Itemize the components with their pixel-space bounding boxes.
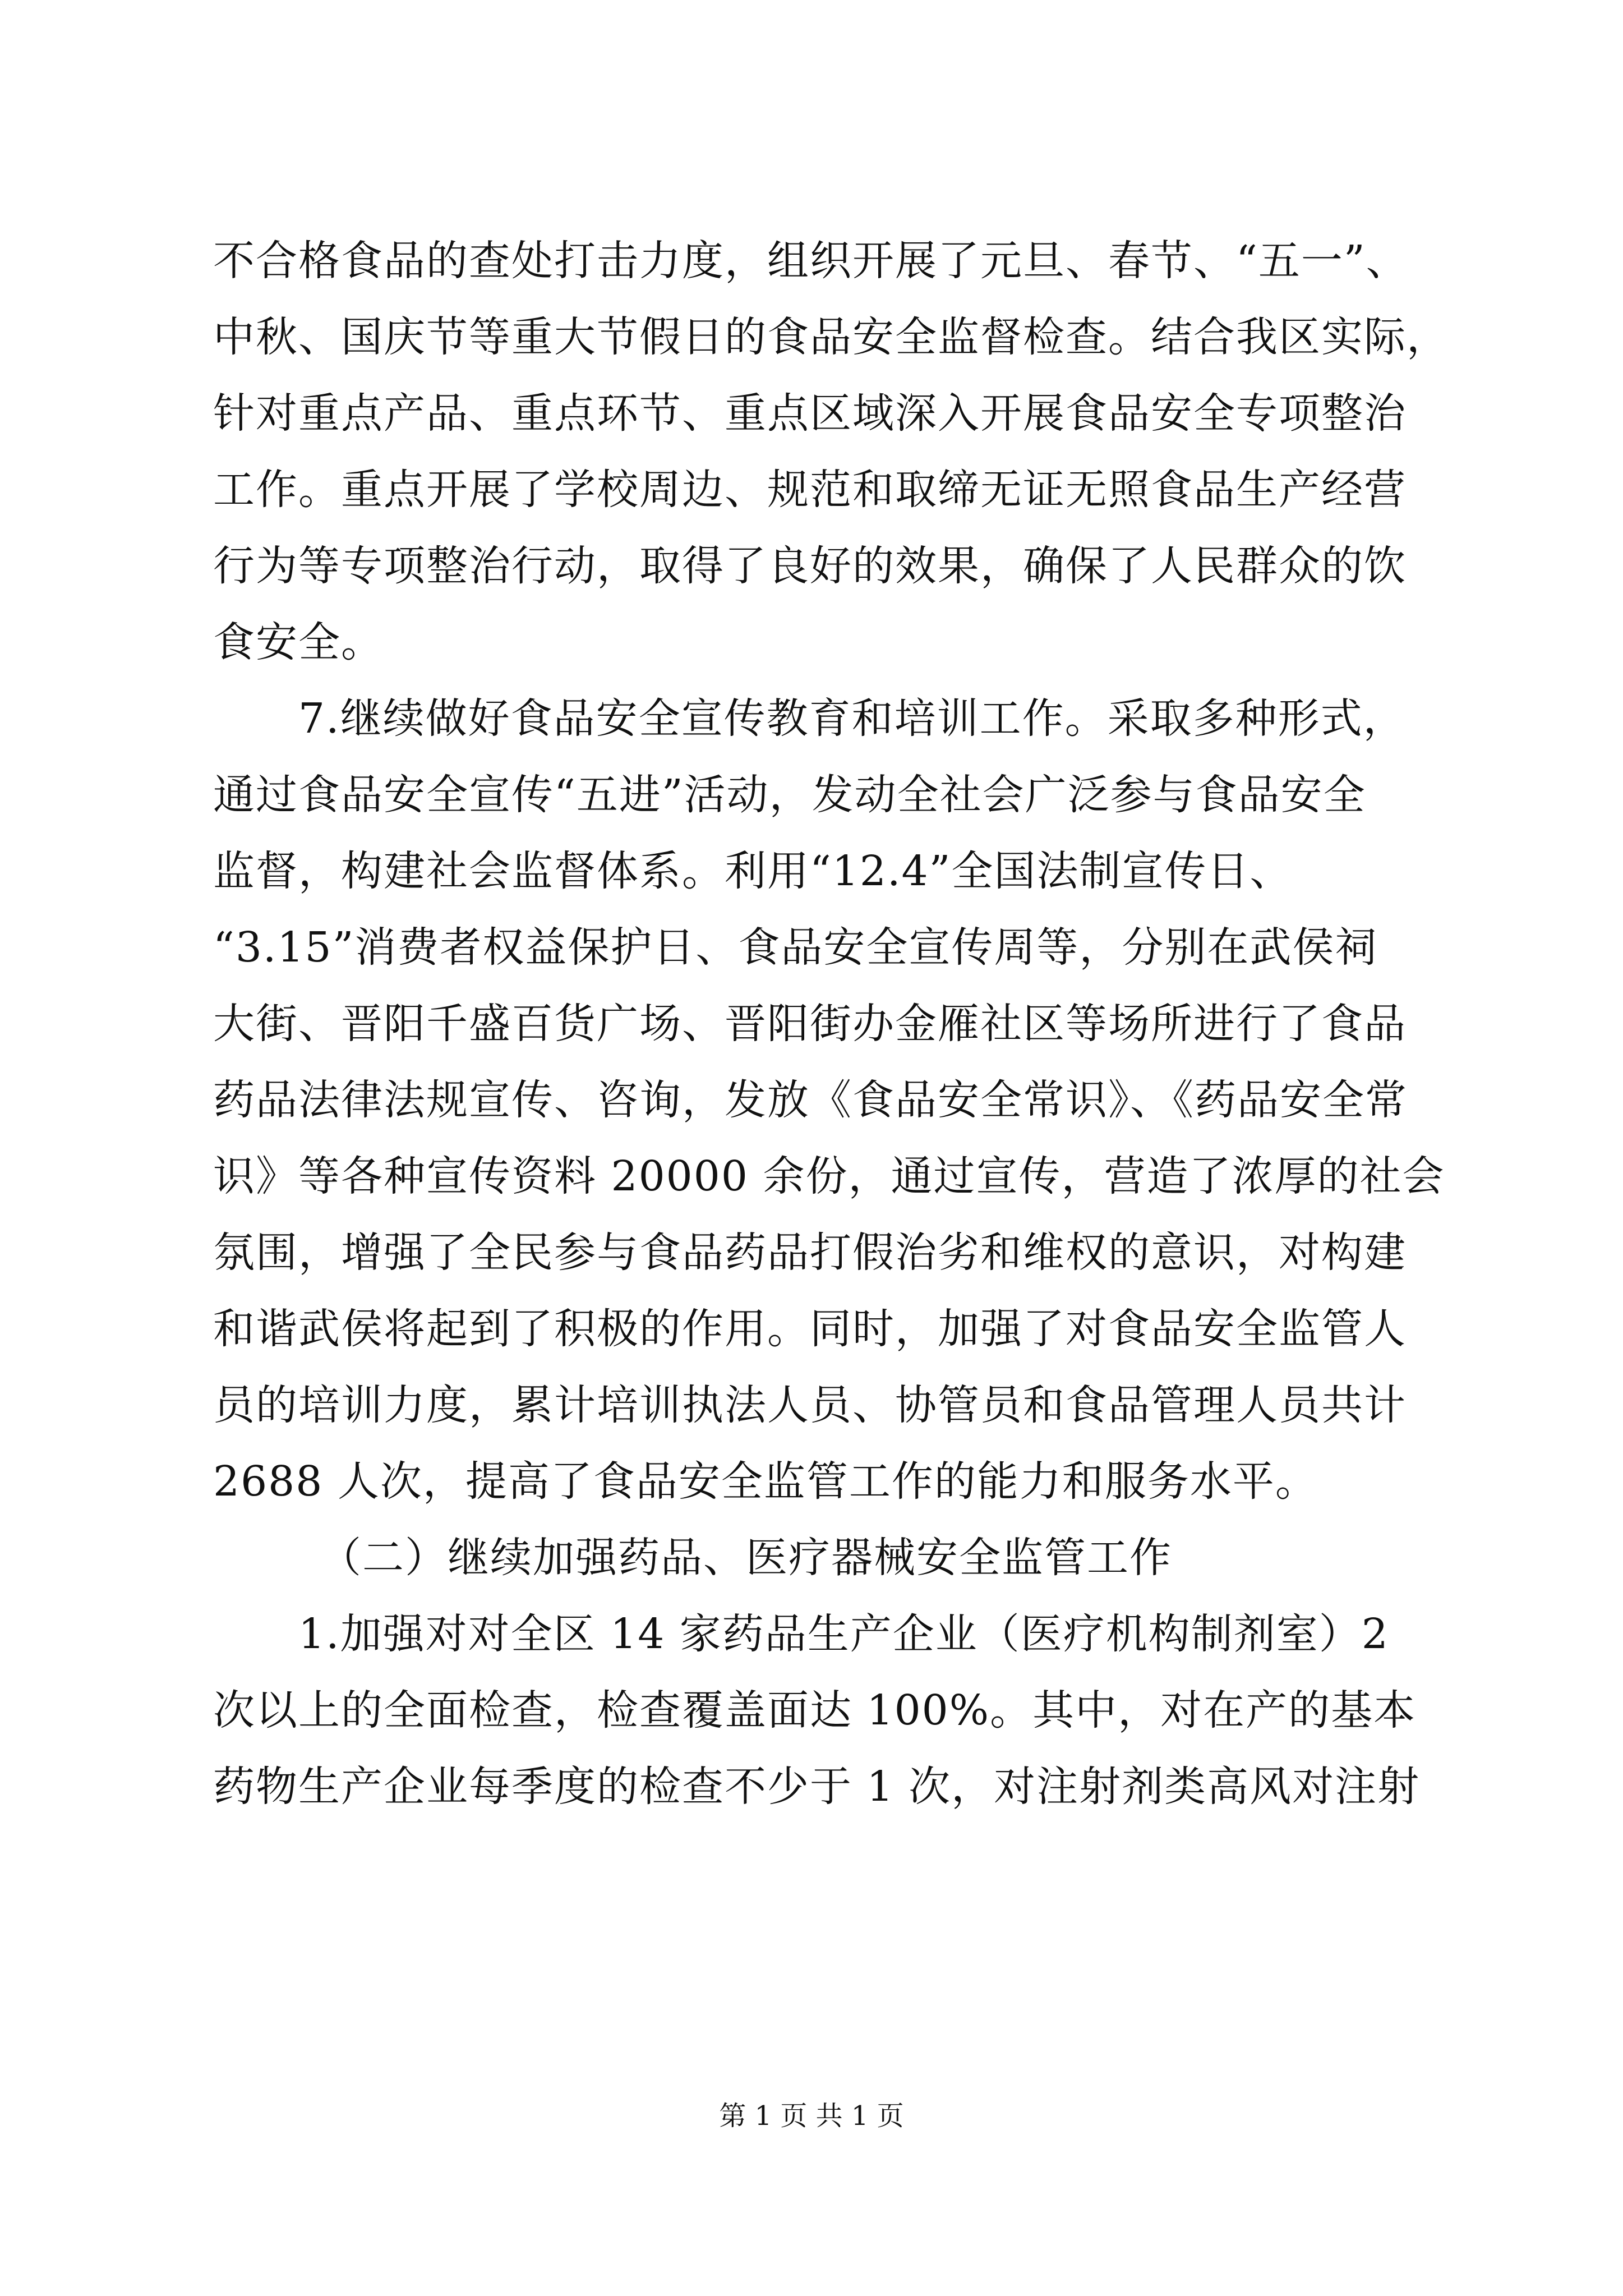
body-text-line: 氛围，增强了全民参与食品药品打假治劣和维权的意识，对构建 (213, 1228, 1407, 1277)
body-text-line: 工作。重点开展了学校周边、规范和取缔无证无照食品生产经营 (213, 466, 1407, 514)
body-text-line: 针对重点产品、重点环节、重点区域深入开展食品安全专项整治 (213, 389, 1407, 438)
body-text-line: 药品法律法规宣传、咨询，发放《食品安全常识》、《药品安全常 (213, 1076, 1408, 1124)
body-text-line: 2688 人次，提高了食品安全监管工作的能力和服务水平。 (213, 1457, 1318, 1506)
body-text-line: 通过食品安全宣传“五进”活动，发动全社会广泛参与食品安全 (213, 771, 1366, 819)
paragraph-first-line: 1.加强对对全区 14 家药品生产企业（医疗机构制剂室）2 (298, 1610, 1389, 1658)
body-text-line: 和谐武侯将起到了积极的作用。同时，加强了对食品安全监管人 (213, 1305, 1407, 1353)
page-footer: 第 1 页 共 1 页 (719, 2100, 904, 2132)
section-heading: （二）继续加强药品、医疗器械安全监管工作 (320, 1534, 1172, 1582)
paragraph-first-line: 7.继续做好食品安全宣传教育和培训工作。采取多种形式， (298, 694, 1406, 743)
body-text-line: 药物生产企业每季度的检查不少于 1 次，对注射剂类高风对注射 (213, 1763, 1421, 1811)
body-text-line: 监督，构建社会监督体系。利用“12.4”全国法制宣传日、 (213, 847, 1293, 895)
body-text-line: 不合格食品的查处打击力度，组织开展了元旦、春节、“五一”、 (213, 237, 1409, 285)
body-text-line: 行为等专项整治行动，取得了良好的效果，确保了人民群众的饮 (213, 542, 1407, 590)
body-text-line: 员的培训力度，累计培训执法人员、协管员和食品管理人员共计 (213, 1381, 1407, 1429)
body-text-line: 识》等各种宣传资料 20000 余份，通过宣传，营造了浓厚的社会 (213, 1152, 1445, 1200)
body-text-line: 大街、晋阳千盛百货广场、晋阳街办金雁社区等场所进行了食品 (213, 1000, 1407, 1048)
body-text-line: 次以上的全面检查，检查覆盖面达 100%。其中，对在产的基本 (213, 1686, 1417, 1734)
body-text-line: 食安全。 (213, 618, 384, 666)
body-text-line: “3.15”消费者权益保护日、食品安全宣传周等，分别在武侯祠 (213, 923, 1378, 972)
body-text-line: 中秋、国庆节等重大节假日的食品安全监督检查。结合我区实际， (213, 313, 1449, 361)
